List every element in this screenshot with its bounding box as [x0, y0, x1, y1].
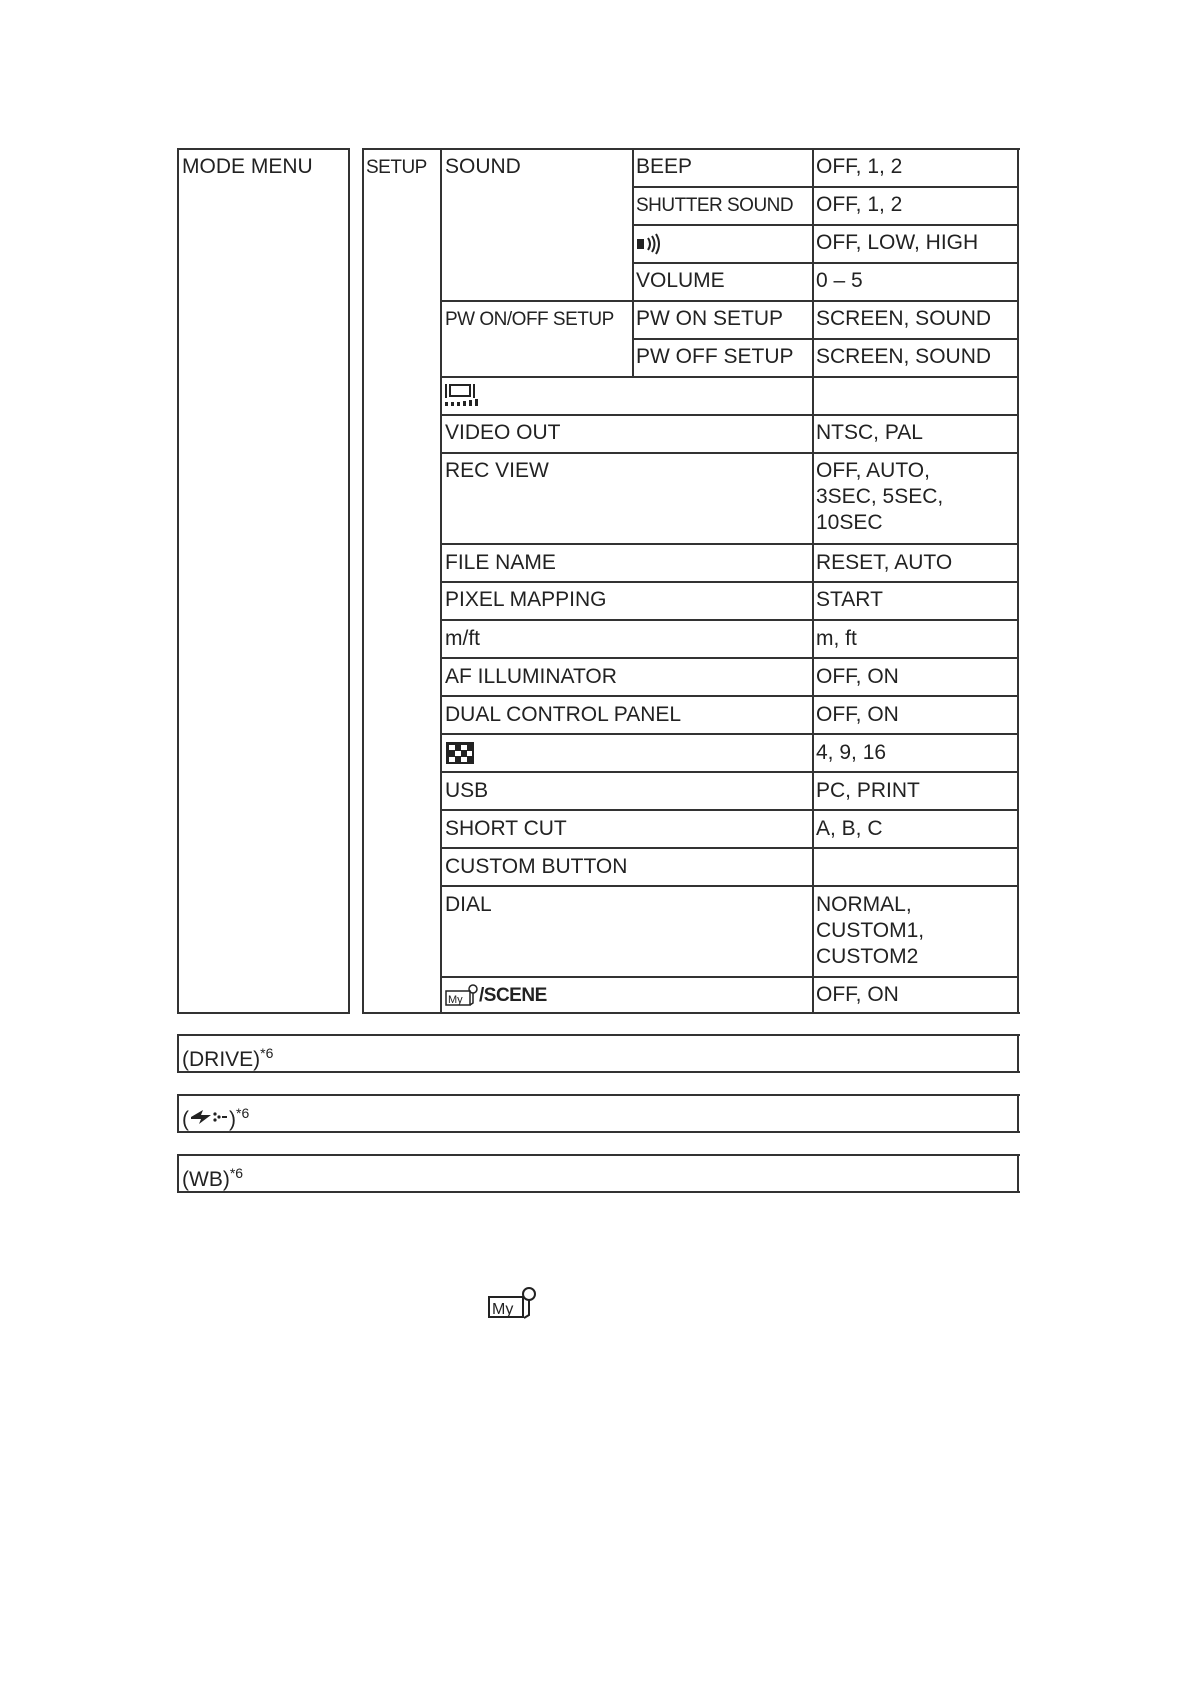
row-pixel-mapping-value: START: [816, 588, 883, 611]
row-line: [440, 847, 1019, 849]
sound-shutter-name: SHUTTER SOUND: [636, 195, 794, 216]
mode-menu-cell: [177, 148, 350, 1014]
drive-note: *6: [260, 1045, 274, 1061]
row-line: [440, 619, 1019, 621]
row-custom-button-name: CUSTOM BUTTON: [445, 855, 628, 878]
pw-off-value: SCREEN, SOUND: [816, 345, 992, 368]
flash-box-right: [1017, 1094, 1019, 1133]
flash-icon: [189, 1107, 229, 1134]
row-line: [440, 543, 1019, 545]
row-file-name-name: FILE NAME: [445, 551, 556, 574]
drive-box: [177, 1034, 1020, 1073]
sound-label: SOUND: [445, 155, 521, 178]
row-dual-control-panel-value: OFF, ON: [816, 703, 899, 726]
row-rec-view-name: REC VIEW: [445, 459, 549, 482]
row-mft-value: m, ft: [816, 627, 857, 650]
row-dual-control-panel-name: DUAL CONTROL PANEL: [445, 703, 682, 726]
svg-text:My: My: [448, 994, 463, 1006]
row-line: [440, 376, 1019, 378]
row-short-cut-name: SHORT CUT: [445, 817, 567, 840]
sound-volume-name: VOLUME: [636, 269, 725, 292]
wb-label: [182, 1160, 243, 1193]
row-line: [440, 581, 1019, 583]
sound-shutter-value: OFF, 1, 2: [816, 193, 903, 216]
grid-display-icon: [445, 741, 475, 770]
sound-beep-name: BEEP: [636, 155, 693, 178]
row-line: [440, 657, 1019, 659]
pw-off-name: PW OFF SETUP: [636, 345, 794, 368]
speaker-icon: [636, 232, 666, 261]
monitor-brightness-icon: [444, 382, 484, 413]
my-mode-icon: [487, 1285, 539, 1326]
row-line: [632, 186, 1019, 188]
row-line: [440, 300, 1019, 302]
wb-box: [177, 1154, 1020, 1193]
row-myscene-value: OFF, ON: [816, 983, 899, 1006]
row-grid-value: 4, 9, 16: [816, 741, 887, 764]
flash-label-suffix: ): [229, 1108, 236, 1131]
row-line: [440, 885, 1019, 887]
flash-label-prefix: (: [182, 1108, 189, 1131]
flash-box: [177, 1094, 1020, 1133]
wb-label-text: (WB): [182, 1168, 230, 1191]
svg-text:My: My: [492, 1301, 514, 1318]
setup-cell: [362, 148, 442, 1014]
wb-box-right: [1017, 1154, 1019, 1193]
row-af-illuminator-name: AF ILLUMINATOR: [445, 665, 617, 688]
row-rec-view-value: OFF, AUTO, 3SEC, 5SEC, 10SEC: [816, 459, 944, 534]
row-line: [440, 771, 1019, 773]
sound-beep-value: OFF, 1, 2: [816, 155, 903, 178]
row-video-out-name: VIDEO OUT: [445, 421, 561, 444]
row-line: [632, 262, 1019, 264]
drive-box-right: [1017, 1034, 1019, 1073]
row-file-name-value: RESET, AUTO: [816, 551, 953, 574]
row-line: [440, 733, 1019, 735]
row-line: [632, 224, 1019, 226]
table-top-line: [440, 148, 1020, 150]
row-dial-name: DIAL: [445, 893, 492, 916]
row-af-illuminator-value: OFF, ON: [816, 665, 899, 688]
row-line: [440, 976, 1019, 978]
row-myscene-name: /SCENE: [479, 985, 547, 1006]
drive-label-text: (DRIVE): [182, 1048, 261, 1071]
mode-menu-label: MODE MENU: [182, 155, 313, 178]
setup-label: SETUP: [366, 157, 427, 178]
row-usb-value: PC, PRINT: [816, 779, 920, 802]
row-pixel-mapping-name: PIXEL MAPPING: [445, 588, 607, 611]
row-line: [440, 414, 1019, 416]
flash-note: *6: [236, 1105, 250, 1121]
pw-label: PW ON/OFF SETUP: [445, 309, 614, 330]
row-video-out-value: NTSC, PAL: [816, 421, 923, 444]
sound-volume-value: 0 – 5: [816, 269, 863, 292]
pw-on-value: SCREEN, SOUND: [816, 307, 992, 330]
row-line: [440, 809, 1019, 811]
row-line: [440, 695, 1019, 697]
sound-icon-value: OFF, LOW, HIGH: [816, 231, 979, 254]
row-mft-name: m/ft: [445, 627, 480, 650]
pw-on-name: PW ON SETUP: [636, 307, 784, 330]
row-short-cut-value: A, B, C: [816, 817, 883, 840]
row-line: [632, 338, 1019, 340]
flash-label: [182, 1100, 249, 1134]
table-bottom-line: [440, 1012, 1020, 1014]
drive-label: [182, 1040, 273, 1073]
row-line: [440, 452, 1019, 454]
row-usb-name: USB: [445, 779, 489, 802]
my-mode-icon: [445, 983, 481, 1012]
wb-note: *6: [229, 1165, 244, 1181]
row-dial-value: NORMAL, CUSTOM1, CUSTOM2: [816, 893, 925, 968]
